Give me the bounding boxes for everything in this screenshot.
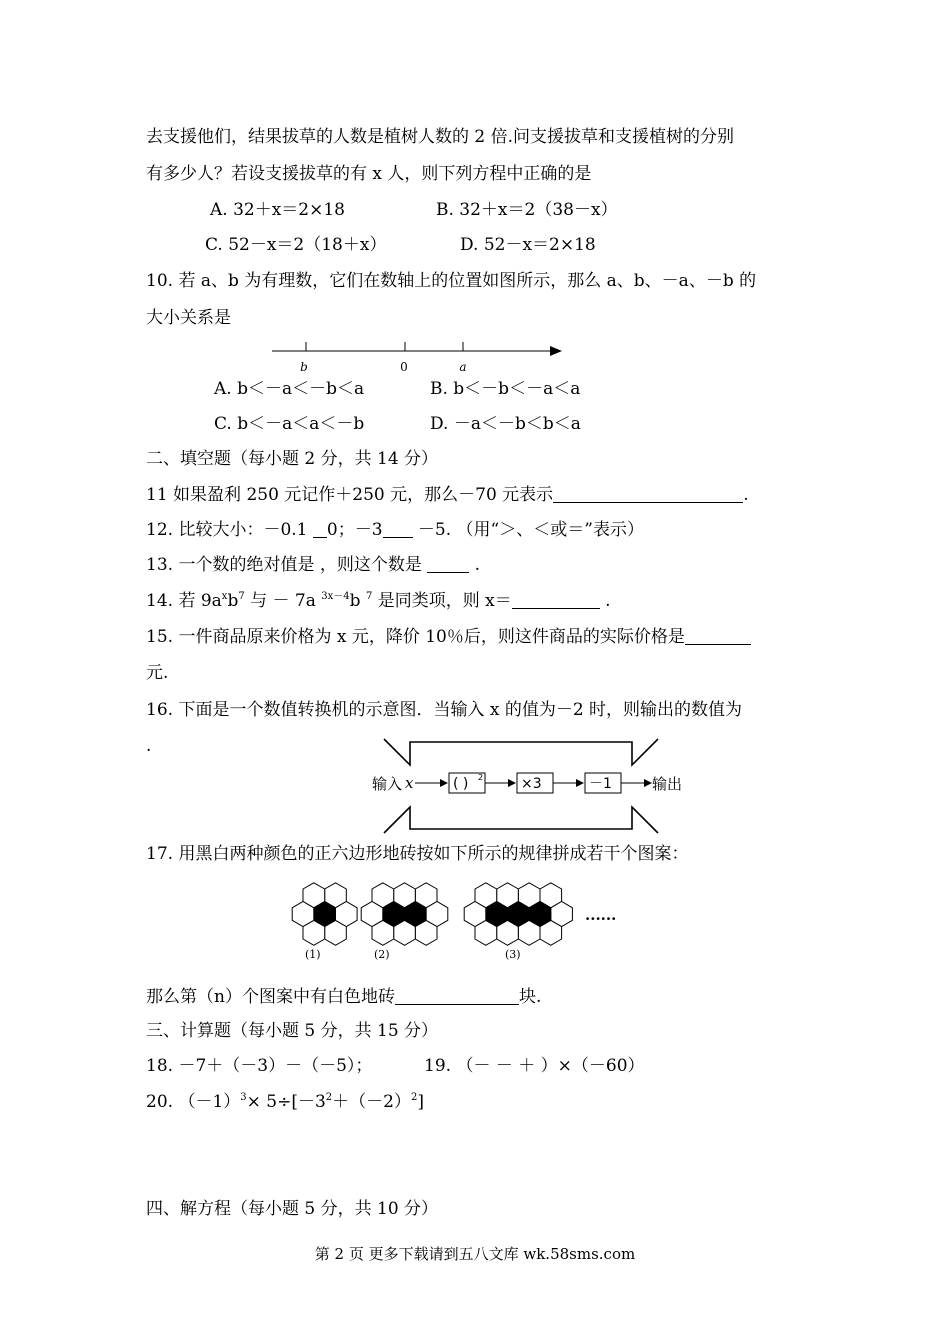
q13: 13. 一个数的绝对值是 ，则这个数是 . [146,555,481,575]
q15-answer-blank[interactable] [685,626,751,645]
q12: 12. 比较大小：－0.1 0；－3 －5. （用“＞、＜或＝”表示） [146,520,644,540]
q9-option-d: D. 52－x＝2×18 [460,235,596,255]
pattern-label-3: (3) [505,948,521,961]
q15-line2: 元. [146,663,169,683]
q19: 19. （－ － ＋ ）×（－60） [424,1056,645,1076]
q20: 20. $(-1)^3\times 5\div[-3^2+(-2)^2]$ [146,1092,425,1112]
axis-label-zero: 0 [400,360,408,374]
machine-output-label: 输出 [652,775,683,793]
machine-input-label: 输入 [372,775,403,793]
page-footer: 第 2 页 更多下载请到五八文库 wk.58sms.com [314,1245,636,1263]
hexagon-tile-patterns [285,880,625,962]
q11: 11 如果盈利 250 元记作＋250 元，那么－70 元表示 . [146,485,749,505]
q16-line2: . [146,736,152,756]
number-line-figure [270,338,570,376]
q9-line2: 有多少人？若设支援拔草的有 x 人，则下列方程中正确的是 [146,164,592,184]
q9-option-a: A. 32＋x＝2×18 [210,200,345,220]
q16-line1: 16. 下面是一个数值转换机的示意图．当输入 x 的值为－2 时，则输出的数值为 [146,700,743,720]
section3-heading: 三、计算题（每小题 5 分，共 15 分） [146,1021,439,1041]
section4-heading: 四、解方程（每小题 5 分，共 10 分） [146,1199,439,1219]
q12-answer-blank-2[interactable] [383,519,413,538]
q10-option-a: A. b＜－a＜－b＜a [214,379,365,399]
q10-line1: 10. 若 a、b 为有理数，它们在数轴上的位置如图所示，那么 a、b、－a、－b 的 [146,271,757,291]
svg-text:2: 2 [478,773,484,782]
q10-option-b: B. b＜－b＜－a＜a [430,379,581,399]
pattern-label-2: (2) [374,948,390,961]
q17-line1: 17. 用黑白两种颜色的正六边形地砖按如下所示的规律拼成若干个图案： [146,844,689,864]
q9-option-c: C. 52－x＝2（18＋x） [205,235,387,255]
section2-heading: 二、填空题（每小题 2 分，共 14 分） [146,449,439,469]
axis-label-a: a [459,360,467,374]
svg-text:×3: ×3 [521,776,542,792]
q17-answer-blank[interactable] [395,986,519,1005]
q14: 14. 若 $9a^xb^7$ 与 － 7a $^{3x-4}$b $^7$ 是同类项，则 x＝ . [146,591,611,611]
q9-option-b: B. 32＋x＝2（38－x） [436,200,618,220]
number-line-arrow-icon [550,346,562,356]
q12-answer-blank-1[interactable] [313,519,327,538]
machine-input-var: x [405,774,414,792]
axis-label-b: b [300,360,308,374]
q17-line2: 那么第（n）个图案中有白色地砖 块. [146,987,542,1007]
pattern-label-1: (1) [305,948,321,961]
q10-option-c: C. b＜－a＜a＜－b [214,414,365,434]
svg-text:－1: －1 [589,776,612,792]
conversion-machine-diagram [370,737,700,837]
q14-answer-blank[interactable] [512,590,600,609]
q13-answer-blank[interactable] [427,554,469,573]
q9-line1: 去支援他们，结果拔草的人数是植树人数的 2 倍.问支援拔草和支援植树的分别 [146,127,735,147]
q18: 18. －7＋（－3）－（－5）； [146,1056,373,1076]
q10-line2: 大小关系是 [146,308,231,328]
q10-option-d: D. －a＜－b＜b＜a [430,414,581,434]
q15-line1: 15. 一件商品原来价格为 x 元，降价 10％后，则这件商品的实际价格是 [146,625,751,649]
q11-answer-blank[interactable] [553,484,743,503]
pattern-ellipsis: ...... [585,906,617,924]
svg-text:( ): ( ) [453,776,469,792]
